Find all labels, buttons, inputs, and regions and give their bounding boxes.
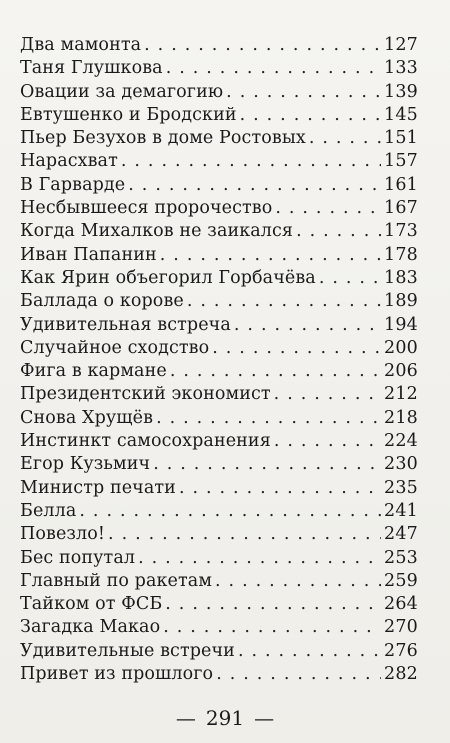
- toc-entry: [20, 593, 418, 616]
- toc-entry-title: Инстинкт самосохранения: [20, 431, 271, 452]
- toc-entry-page: 241: [383, 500, 418, 521]
- toc-entry-title: Как Ярин объегорил Горбачёва: [20, 267, 316, 288]
- toc-leader-dots: [215, 570, 381, 593]
- toc-entry-page: 224: [383, 431, 418, 452]
- toc-leader-dots: [296, 220, 381, 243]
- toc-entry-title: Овации за демагогию: [20, 81, 224, 102]
- toc-entry: [20, 640, 418, 663]
- toc-entry-page: 157: [383, 151, 418, 172]
- toc-leader-dots: [234, 314, 381, 337]
- toc-leader-dots: [274, 430, 381, 453]
- toc-entry-title: Президентский экономист: [20, 384, 271, 405]
- toc-entry-title: Два мамонта: [20, 35, 142, 55]
- toc-leader-dots: [240, 104, 381, 127]
- toc-leader-dots: [274, 383, 381, 406]
- toc-entry: [20, 383, 418, 406]
- toc-entry-title: Нарасхват: [20, 151, 118, 172]
- toc-entry-page: 230: [383, 454, 418, 475]
- toc-entry: [20, 430, 418, 453]
- toc-entry-page: 200: [383, 337, 418, 358]
- toc-entry-page: 235: [383, 477, 418, 498]
- toc-entry-title: Когда Михалков не заикался: [20, 221, 294, 242]
- toc-entry-title: Белла: [20, 500, 77, 521]
- toc-leader-dots: [153, 453, 381, 476]
- toc-entry-page: 264: [383, 594, 418, 615]
- toc-entry-page: 178: [383, 244, 418, 265]
- toc-entry: [20, 314, 418, 337]
- toc-entry: [20, 57, 418, 80]
- toc-entry-title: Баллада о корове: [20, 291, 184, 312]
- toc-entry-page: 212: [383, 384, 418, 405]
- toc-leader-dots: [309, 127, 381, 150]
- page-number: 291: [205, 706, 245, 730]
- toc-entry-title: Фига в кармане: [20, 361, 167, 382]
- toc-entry-title: Бес попутал: [20, 547, 136, 568]
- toc-entry: [20, 663, 418, 686]
- toc-leader-dots: [160, 244, 381, 267]
- toc-entry: [20, 360, 418, 383]
- toc-leader-dots: [226, 81, 381, 104]
- toc-entry-title: Несбывшееся пророчество: [20, 198, 273, 219]
- toc-entry-page: 206: [383, 361, 418, 382]
- toc-entry: [20, 547, 418, 570]
- toc-entry-title: Таня Глушкова: [20, 58, 163, 79]
- toc-entry-title: Снова Хрущёв: [20, 407, 154, 428]
- toc-entry-title: Удивительные встречи: [20, 640, 235, 661]
- toc-leader-dots: [121, 150, 381, 173]
- toc-leader-dots: [144, 34, 381, 57]
- toc-leader-dots: [156, 407, 381, 430]
- toc-entry-page: 282: [383, 664, 418, 685]
- toc-entry-title: Тайком от ФСБ: [20, 594, 163, 615]
- toc-leader-dots: [79, 500, 381, 523]
- toc-entry-page: 253: [383, 547, 418, 568]
- toc-entry-page: 276: [383, 640, 418, 661]
- toc-leader-dots: [275, 197, 381, 220]
- toc-entry: [20, 197, 418, 220]
- toc-entry-page: 167: [383, 198, 418, 219]
- toc-entry-title: Евтушенко и Бродский: [20, 104, 237, 125]
- toc-entry-page: 259: [383, 570, 418, 591]
- toc-entry-title: В Гарварде: [20, 174, 126, 195]
- toc-entry: [20, 34, 418, 57]
- table-of-contents: [20, 34, 418, 686]
- toc-entry-page: 270: [383, 617, 418, 638]
- toc-leader-dots: [238, 640, 381, 663]
- toc-leader-dots: [187, 290, 381, 313]
- toc-entry: [20, 453, 418, 476]
- toc-entry: [20, 244, 418, 267]
- toc-entry: [20, 290, 418, 313]
- toc-entry-title: Иван Папанин: [20, 244, 157, 265]
- toc-leader-dots: [163, 616, 381, 639]
- toc-entry-page: 145: [383, 104, 418, 125]
- toc-entry: [20, 220, 418, 243]
- toc-entry: [20, 174, 418, 197]
- toc-leader-dots: [108, 523, 381, 546]
- toc-entry-page: 183: [383, 267, 418, 288]
- toc-entry-title: Случайное сходство: [20, 337, 210, 358]
- footer-dash-right: —: [254, 706, 275, 730]
- toc-leader-dots: [216, 663, 381, 686]
- toc-entry: [20, 267, 418, 290]
- toc-leader-dots: [170, 360, 381, 383]
- toc-leader-dots: [128, 174, 381, 197]
- toc-entry: [20, 150, 418, 173]
- toc-entry: [20, 127, 418, 150]
- toc-entry: [20, 337, 418, 360]
- toc-entry-title: Главный по ракетам: [20, 570, 213, 591]
- page-footer: [0, 705, 450, 731]
- toc-entry-page: 133: [383, 58, 418, 79]
- toc-entry-page: 151: [383, 128, 418, 149]
- toc-entry: [20, 616, 418, 639]
- toc-leader-dots: [179, 477, 381, 500]
- toc-entry-page: 161: [383, 174, 418, 195]
- toc-leader-dots: [138, 547, 381, 570]
- toc-entry-title: Егор Кузьмич: [20, 454, 151, 475]
- toc-leader-dots: [166, 57, 381, 80]
- footer-dash-left: —: [175, 706, 196, 730]
- toc-leader-dots: [165, 593, 381, 616]
- toc-entry-page: 139: [383, 81, 418, 102]
- toc-entry: [20, 570, 418, 593]
- toc-entry-page: 194: [383, 314, 418, 335]
- toc-entry: [20, 500, 418, 523]
- toc-entry-title: Загадка Макао: [20, 617, 161, 638]
- toc-entry-page: 218: [383, 407, 418, 428]
- toc-entry: [20, 523, 418, 546]
- toc-entry: [20, 81, 418, 104]
- toc-entry-title: Министр печати: [20, 477, 176, 498]
- toc-entry-page: 173: [383, 221, 418, 242]
- toc-entry-page: 127: [383, 35, 418, 55]
- toc-leader-dots: [212, 337, 381, 360]
- toc-entry-page: 247: [383, 524, 418, 545]
- toc-leader-dots: [319, 267, 381, 290]
- toc-entry-title: Удивительная встреча: [20, 314, 231, 335]
- toc-entry-title: Привет из прошлого: [20, 664, 214, 685]
- toc-entry-title: Повезло!: [20, 524, 106, 545]
- toc-entry: [20, 407, 418, 430]
- toc-entry-page: 189: [383, 291, 418, 312]
- toc-entry-title: Пьер Безухов в доме Ростовых: [20, 128, 306, 149]
- toc-entry: [20, 477, 418, 500]
- toc-entry: [20, 104, 418, 127]
